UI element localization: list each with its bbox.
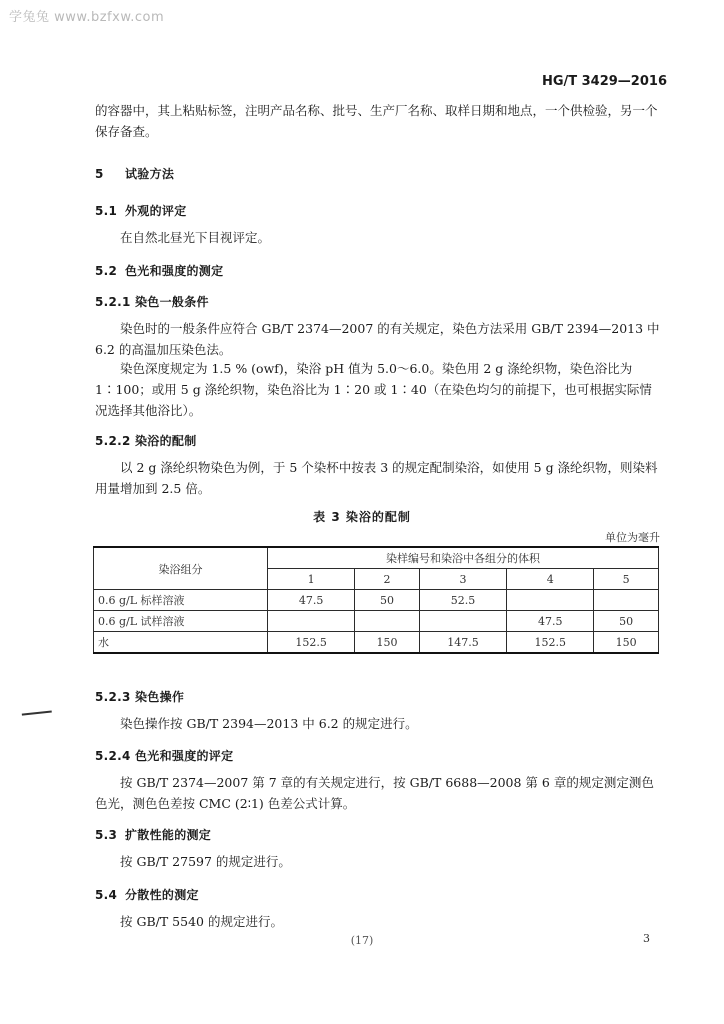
table-cell: 152.5 <box>507 632 594 654</box>
dyebath-table <box>93 546 659 654</box>
table-cell: 50 <box>355 590 420 611</box>
section-number: 5.2.3 <box>95 690 131 704</box>
column-number: 5 <box>594 569 659 590</box>
section-5-4-text: 按 GB/T 5540 的规定进行。 <box>120 914 283 929</box>
row-label: 水 <box>94 632 268 654</box>
section-number: 5.4 <box>95 888 118 902</box>
column-number: 3 <box>419 569 506 590</box>
section-5-2-1-heading <box>95 293 209 310</box>
section-number: 5.2 <box>95 264 118 278</box>
section-title: 色光和强度的评定 <box>135 749 234 763</box>
row-label: 0.6 g/L 试样溶液 <box>94 611 268 632</box>
table-cell <box>594 590 659 611</box>
section-title: 染浴的配制 <box>135 434 197 448</box>
standard-code: HG/T 3429—2016 <box>541 74 667 89</box>
section-number: 5.3 <box>95 828 118 842</box>
section-title: 试验方法 <box>125 167 175 181</box>
table-header-row <box>94 547 659 569</box>
column-number: 4 <box>507 569 594 590</box>
table-cell <box>355 611 420 632</box>
table-row <box>94 590 659 611</box>
footer-center-mark: (17) <box>350 934 374 947</box>
section-5-2-1-text-2: 染色深度规定为 1.5 % (owf)，染浴 pH 值为 5.0～6.0。染色用 2 g 涤纶织物，染色浴比为 1∶100；或用 5 g 涤纶织物，染色浴比为 1∶20 或 1∶40（在染色均匀的前提下，也可根据实际情况选择其他浴比）。 <box>95 361 652 418</box>
table-row <box>94 611 659 632</box>
section-title: 分散性的测定 <box>125 888 199 902</box>
column-number: 2 <box>355 569 420 590</box>
group-header: 染样编号和染浴中各组分的体积 <box>268 547 659 569</box>
intro-paragraph: 的容器中，其上粘贴标签，注明产品名称、批号、生产厂名称、取样日期和地点，一个供检验，另一个保存备查。 <box>95 103 658 139</box>
table-cell: 47.5 <box>268 590 355 611</box>
section-title: 色光和强度的测定 <box>125 264 224 278</box>
section-number: 5.2.2 <box>95 434 131 448</box>
section-number: 5.1 <box>95 204 118 218</box>
table-cell: 47.5 <box>507 611 594 632</box>
table-cell: 147.5 <box>419 632 506 654</box>
section-5-2-2-heading <box>95 432 197 449</box>
section-title: 染色操作 <box>135 690 185 704</box>
table-cell: 152.5 <box>268 632 355 654</box>
section-title: 染色一般条件 <box>135 295 209 309</box>
column-number: 1 <box>268 569 355 590</box>
section-5-2-3-text: 染色操作按 GB/T 2394—2013 中 6.2 的规定进行。 <box>120 716 418 731</box>
table-cell <box>268 611 355 632</box>
watermark: 学兔兔 www.bzfxw.com <box>9 10 165 25</box>
component-header: 染浴组分 <box>94 547 268 590</box>
section-5-2-4-heading <box>95 747 233 764</box>
table-unit: 单位为毫升 <box>605 531 660 544</box>
table-cell <box>507 590 594 611</box>
section-5-3-heading <box>95 826 211 843</box>
section-5-2-3-heading <box>95 688 184 705</box>
table-caption: 表 3 染浴的配制 <box>313 510 411 524</box>
section-title: 扩散性能的测定 <box>125 828 212 842</box>
section-number: 5.2.1 <box>95 295 131 309</box>
table-cell <box>419 611 506 632</box>
section-5-2-1-text-1: 染色时的一般条件应符合 GB/T 2374—2007 的有关规定，染色方法采用 GB/T 2394—2013 中 6.2 的高温加压染色法。 <box>95 321 660 357</box>
section-5-heading <box>95 165 174 182</box>
table-cell: 150 <box>355 632 420 654</box>
table-cell: 150 <box>594 632 659 654</box>
section-5-3-text: 按 GB/T 27597 的规定进行。 <box>120 854 291 869</box>
pencil-mark <box>22 710 52 719</box>
table-cell: 50 <box>594 611 659 632</box>
table-row <box>94 632 659 654</box>
section-5-2-4-text: 按 GB/T 2374—2007 第 7 章的有关规定进行，按 GB/T 6688—2008 第 6 章的规定测定测色色光，测色色差按 CMC (2∶1) 色差公式计算。 <box>95 775 654 811</box>
section-5-2-2-text: 以 2 g 涤纶织物染色为例，于 5 个染杯中按表 3 的规定配制染浴，如使用 5 g 涤纶织物，则染料用量增加到 2.5 倍。 <box>95 460 658 496</box>
section-number: 5.2.4 <box>95 749 131 763</box>
section-5-1-heading <box>95 202 187 219</box>
row-label: 0.6 g/L 标样溶液 <box>94 590 268 611</box>
table-cell: 52.5 <box>419 590 506 611</box>
section-title: 外观的评定 <box>125 204 187 218</box>
page-number: 3 <box>643 932 650 945</box>
section-number: 5 <box>95 167 104 181</box>
section-5-4-heading <box>95 886 199 903</box>
section-5-1-text: 在自然北昼光下目视评定。 <box>120 230 271 245</box>
section-5-2-heading <box>95 262 223 279</box>
